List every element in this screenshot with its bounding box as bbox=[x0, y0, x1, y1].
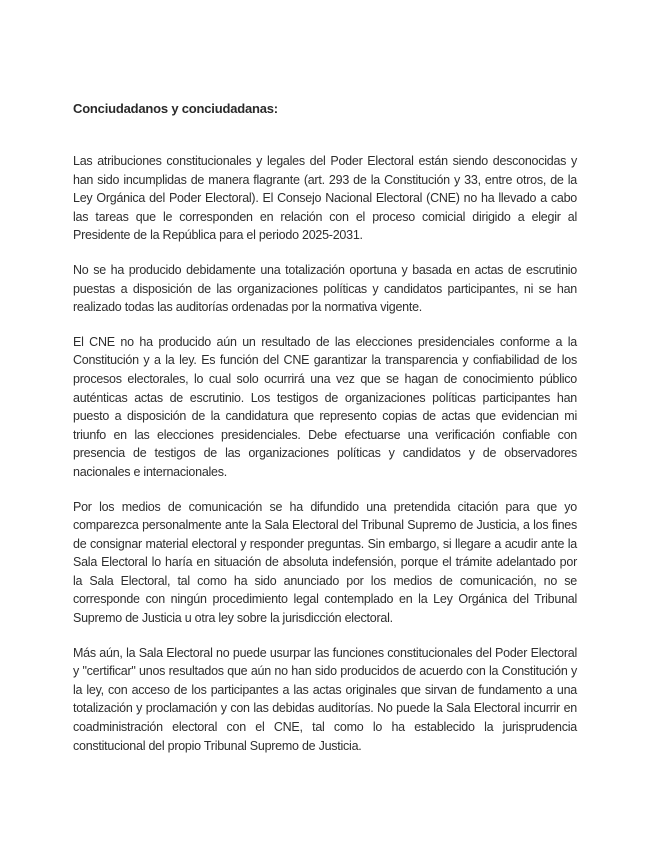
paragraph-electoral-attributions: Las atribuciones constitucionales y legales del Poder Electoral están siendo desconocidas y han sido incumplidas de manera flagrante (art. 293 de la Constitución y 33, entre otros, de la Ley Orgánica del Poder Electoral). El Consejo Nacional Electoral (CNE) no ha llevado a cabo las tareas que le corresponden en relación con el proceso comicial dirigido a elegir al Presidente de la República para el periodo 2025-2031. bbox=[73, 154, 577, 243]
paragraph-cne-results: El CNE no ha producido aún un resultado de las elecciones presidenciales conforme a la Constitución y a la ley. Es función del CNE garantizar la transparencia y confiabilidad de los procesos electorales, lo cual solo ocurrirá una vez que se hagan de conocimiento público auténticas actas de escrutinio. Los testigos de organizaciones políticas participantes han puesto a disposición de la candidatura que represento copias de actas que evidencian mi triunfo en las elecciones presidenciales. Debe efectuarse una verificación confiable con presencia de testigos de las organizaciones políticas y candidatos y de observadores nacionales e internacionales. bbox=[73, 334, 577, 479]
document-heading: Conciudadanos y conciudadanas: bbox=[73, 101, 278, 116]
paragraph-totalization: No se ha producido debidamente una totalización oportuna y basada en actas de escrutinio puestas a disposición de las organizaciones políticas y candidatos participantes, ni se han realizado todas las auditorías ordenadas por la normativa vigente. bbox=[73, 262, 577, 315]
paragraph-sala-electoral: Más aún, la Sala Electoral no puede usurpar las funciones constitucionales del Poder Electoral y "certificar" unos resultados que aún no han sido producidos de acuerdo con la Constitución y la ley, con acceso de los participantes a las actas originales que sirvan de fundamento a una totalización y proclamación y con las debidas auditorías. No puede la Sala Electoral incurrir en coadministración electoral con el CNE, tal como lo ha establecido la jurisprudencia constitucional del propio Tribunal Supremo de Justicia. bbox=[73, 645, 577, 753]
paragraph-citation-media: Por los medios de comunicación se ha difundido una pretendida citación para que yo comparezca personalmente ante la Sala Electoral del Tribunal Supremo de Justicia, a los fines de consignar material electoral y responder preguntas. Sin embargo, si llegare a acudir ante la Sala Electoral lo haría en situación de absoluta indefensión, porque el trámite adelantado por la Sala Electoral, tal como ha sido anunciado por los medios de comunicación, no se corresponde con ningún procedimiento legal contemplado en la Ley Orgánica del Tribunal Supremo de Justicia u otra ley sobre la jurisdicción electoral. bbox=[73, 499, 577, 626]
